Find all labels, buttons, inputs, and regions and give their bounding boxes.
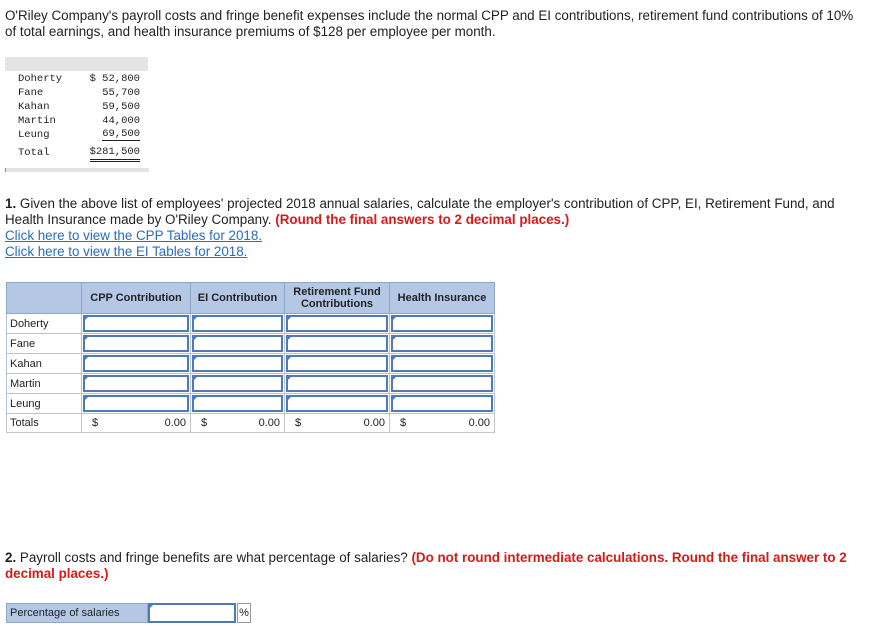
salary-row — [18, 72, 140, 86]
total-amount: $281,500 — [90, 146, 140, 162]
salary-list-header-bar — [5, 57, 148, 71]
header-health: Health Insurance — [390, 283, 495, 314]
currency-symbol: $ — [295, 417, 302, 429]
salary-amount: 59,500 — [102, 101, 140, 113]
salary-row — [18, 86, 140, 100]
employee-name: Doherty — [18, 73, 63, 85]
cpp-total — [82, 414, 191, 433]
percentage-input[interactable] — [148, 603, 236, 623]
question-number: 1. — [5, 196, 17, 211]
currency-symbol: $ — [201, 417, 208, 429]
salary-row — [18, 100, 140, 114]
employee-name: Kahan — [18, 101, 50, 113]
health-input[interactable] — [390, 354, 495, 374]
retirement-input[interactable] — [285, 374, 390, 394]
table-row — [7, 314, 495, 334]
salary-row — [18, 114, 140, 128]
ei-tables-link[interactable]: Click here to view the EI Tables for 2018. — [5, 244, 248, 259]
row-label: Kahan — [7, 354, 82, 374]
totals-row — [7, 414, 495, 433]
cpp-input[interactable] — [82, 374, 191, 394]
cpp-input[interactable] — [82, 354, 191, 374]
row-label: Leung — [7, 394, 82, 414]
total-value: 0.00 — [468, 417, 490, 429]
table-row — [7, 394, 495, 414]
header-cpp: CPP Contribution — [82, 283, 191, 314]
salary-amount: 69,500 — [102, 128, 140, 140]
cpp-input[interactable] — [82, 334, 191, 354]
table-row — [7, 334, 495, 354]
totals-label: Totals — [7, 414, 82, 433]
percentage-label: Percentage of salaries — [6, 603, 148, 623]
employee-name: Leung — [18, 129, 50, 141]
total-value: 0.00 — [164, 417, 186, 429]
row-label: Doherty — [7, 314, 82, 334]
rounding-instruction: (Do not round intermediate calculations. Round the final answer to 2 decimal places.) — [5, 550, 847, 581]
ei-input[interactable] — [191, 334, 285, 354]
rounding-instruction: (Round the final answers to 2 decimal places.) — [275, 212, 570, 227]
header-retirement: Retirement Fund Contributions — [285, 283, 390, 314]
salary-row — [18, 128, 140, 142]
total-label: Total — [18, 147, 50, 159]
cpp-tables-link[interactable]: Click here to view the CPP Tables for 2018. — [5, 228, 263, 243]
retirement-input[interactable] — [285, 394, 390, 414]
intro-text: O'Riley Company's payroll costs and fringe benefit expenses include the normal CPP and EI contributions, retirement fund contributions of 10% of total earnings, and health insurance premiums of $128 per employee per month. — [5, 8, 854, 39]
question-1 — [5, 196, 865, 260]
salary-list-footer-bar — [5, 168, 149, 172]
row-label: Martin — [7, 374, 82, 394]
salary-amount: 44,000 — [102, 115, 140, 127]
total-value: 0.00 — [363, 417, 385, 429]
salary-total-row — [18, 146, 140, 160]
employee-name: Fane — [18, 87, 44, 99]
retirement-input[interactable] — [285, 354, 390, 374]
retirement-input[interactable] — [285, 314, 390, 334]
salary-amount: $ 52,800 — [89, 73, 140, 85]
contributions-table — [6, 282, 495, 433]
table-row — [7, 374, 495, 394]
ei-input[interactable] — [191, 314, 285, 334]
retirement-input[interactable] — [285, 334, 390, 354]
ei-input[interactable] — [191, 394, 285, 414]
question-text: Given the above list of employees' projected 2018 annual salaries, calculate the employer's contribution of CPP, EI, Retirement Fund, and Health Insurance made by O'Riley Company. — [5, 196, 835, 227]
empty-header-cell — [7, 283, 82, 314]
health-input[interactable] — [390, 394, 495, 414]
health-input[interactable] — [390, 314, 495, 334]
currency-symbol: $ — [92, 417, 99, 429]
percentage-row — [6, 603, 251, 623]
employee-name: Martin — [18, 115, 56, 127]
cpp-input[interactable] — [82, 394, 191, 414]
header-ei: EI Contribution — [191, 283, 285, 314]
row-label: Fane — [7, 334, 82, 354]
question-text: Payroll costs and fringe benefits are what percentage of salaries? — [19, 550, 408, 565]
percent-unit: % — [237, 603, 251, 623]
health-input[interactable] — [390, 374, 495, 394]
question-number: 2. — [5, 550, 17, 565]
currency-symbol: $ — [400, 417, 407, 429]
table-row — [7, 354, 495, 374]
health-total — [390, 414, 495, 433]
ei-input[interactable] — [191, 374, 285, 394]
retirement-total — [285, 414, 390, 433]
salary-amount: 55,700 — [102, 87, 140, 99]
ei-input[interactable] — [191, 354, 285, 374]
cpp-input[interactable] — [82, 314, 191, 334]
salary-list — [18, 72, 140, 160]
total-value: 0.00 — [258, 417, 280, 429]
health-input[interactable] — [390, 334, 495, 354]
ei-total — [191, 414, 285, 433]
question-2 — [5, 550, 865, 582]
